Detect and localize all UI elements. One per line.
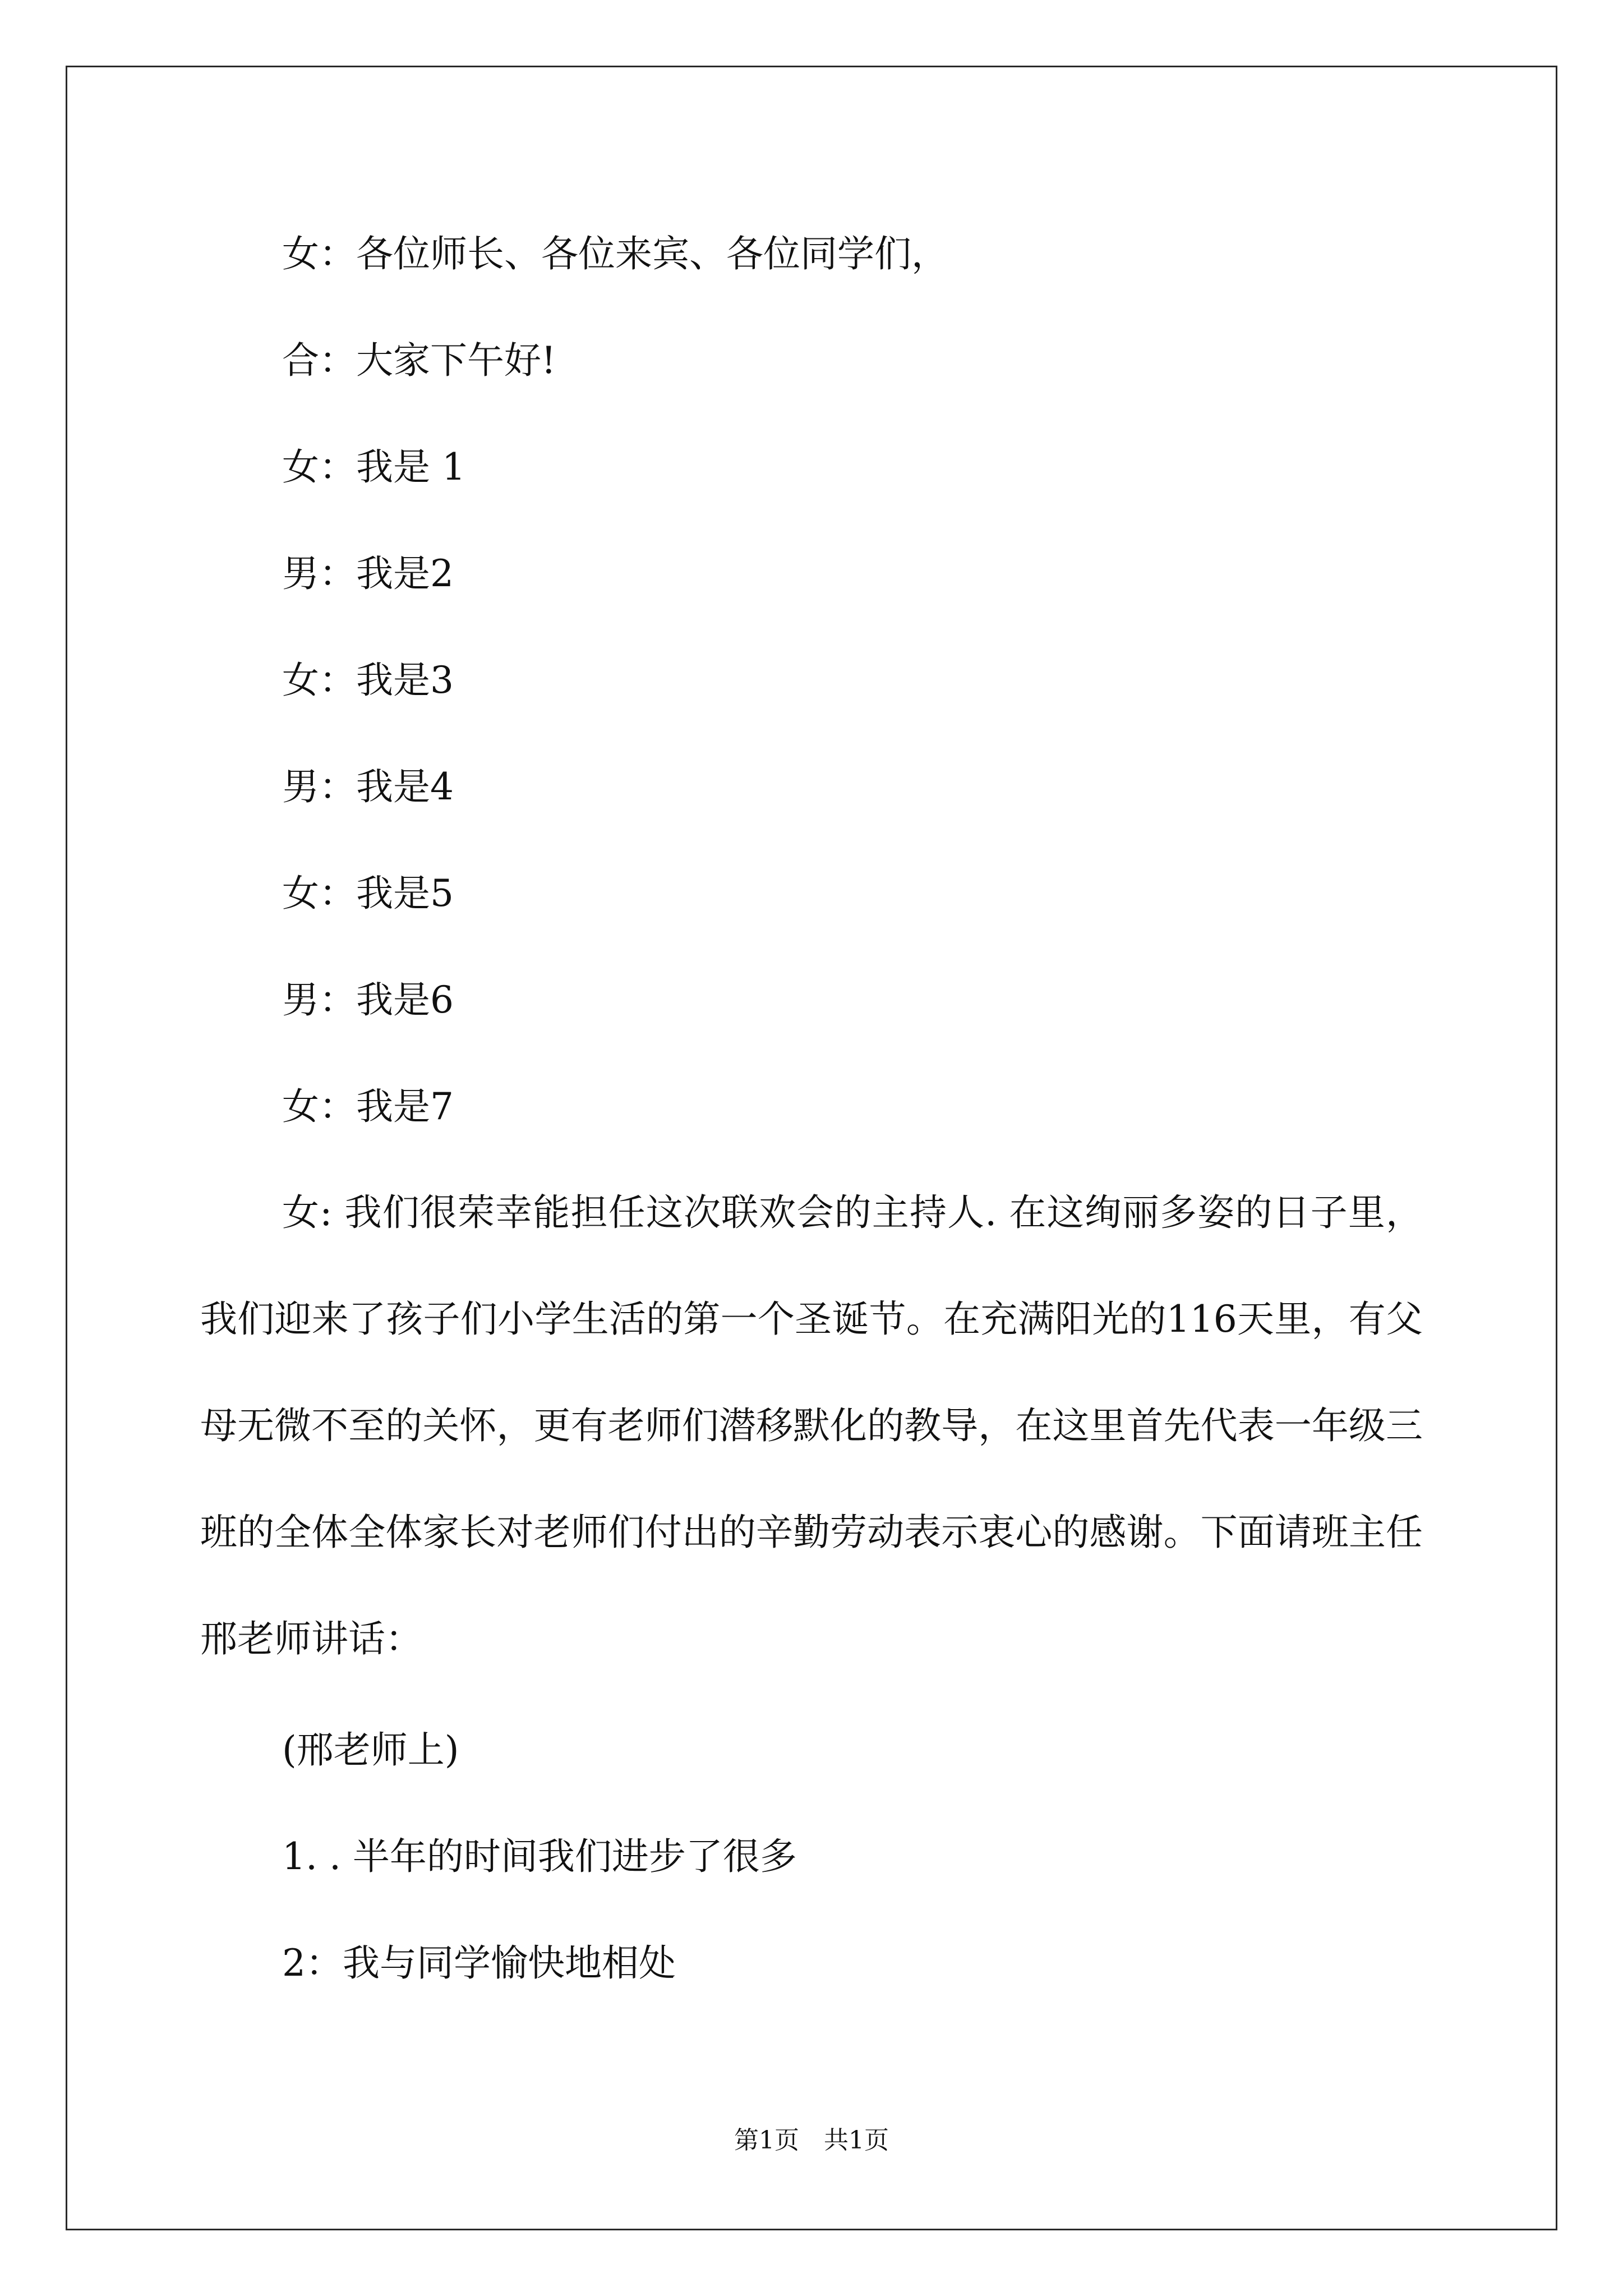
dialogue-line-3: 女：我是 1	[282, 445, 465, 489]
stage-direction: (邢老师上)	[282, 1728, 459, 1772]
page-border	[66, 66, 1557, 2230]
dialogue-line-7: 女：我是5	[282, 872, 454, 915]
dialogue-line-5: 女：我是3	[282, 659, 454, 702]
page-number-footer: 第1页 共1页	[734, 2126, 889, 2155]
intro-paragraph: 女: 我们很荣幸能担任这次联欢会的主持人. 在这绚丽多姿的日子里，我们迎来了孩子们小学生活的第一个圣诞节。在充满阳光的116天里，有父母无微不至的关怀，更有老师们潜移默化的教导，在这里首先代表一年级三班的全体全体家长对老师们付出的辛勤劳动表示衷心的感谢。下面请班主任邢老师讲话：	[200, 1191, 1423, 1660]
dialogue-line-2: 合：大家下午好!	[282, 339, 556, 382]
dialogue-line-1: 女：各位师长、各位来宾、各位同学们，	[282, 232, 948, 275]
speech-line-2: 2：我与同学愉快地相处	[282, 1941, 676, 1985]
dialogue-line-4: 男：我是2	[282, 552, 454, 595]
speech-line-1: 1. . 半年的时间我们进步了很多	[282, 1835, 797, 1878]
dialogue-line-6: 男：我是4	[282, 765, 454, 808]
document-body	[67, 67, 1556, 2229]
dialogue-line-8: 男：我是6	[282, 978, 454, 1022]
dialogue-line-9: 女：我是7	[282, 1085, 454, 1128]
